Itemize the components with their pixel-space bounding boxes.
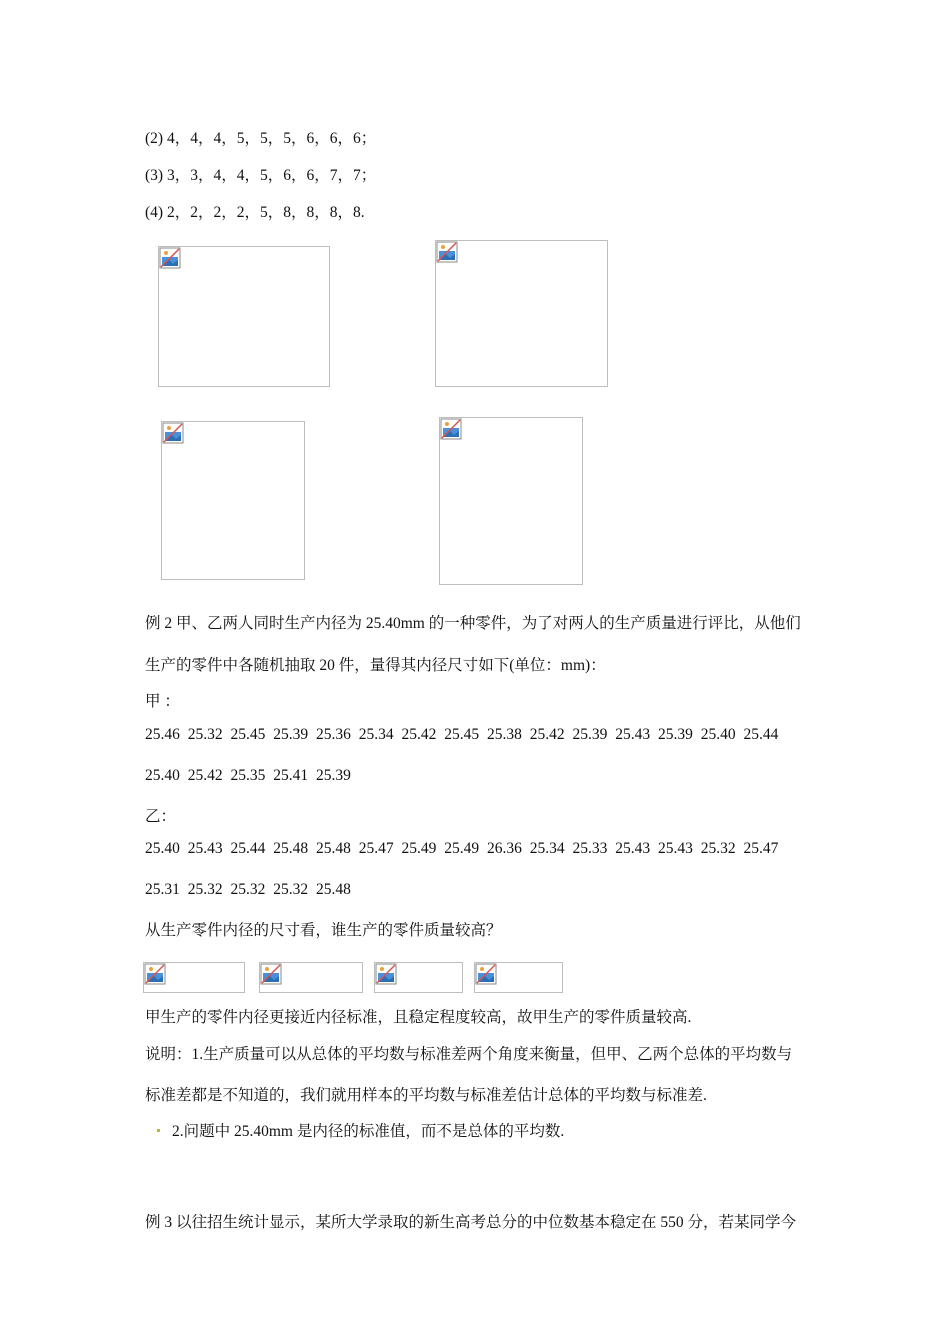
note-2-text: 2.问题中 25.40mm 是内径的标准值，而不是总体的平均数.	[172, 1123, 565, 1140]
example-3-line-1: 例 3 以往招生统计显示，某所大学录取的新生高考总分的中位数基本稳定在 550 分，若某同学今	[145, 1214, 797, 1231]
formula-image-placeholder	[474, 962, 563, 993]
data-set-4: (4) 2，2，2，2，5，8，8，8，8.	[145, 204, 365, 221]
label-jia: 甲 ：	[145, 693, 180, 710]
bullet-dot	[157, 1129, 160, 1132]
formula-image-placeholder	[374, 962, 463, 993]
broken-image-icon	[144, 963, 166, 985]
example-2-line-2: 生产的零件中各随机抽取 20 件，量得其内径尺寸如下(单位：mm)：	[145, 657, 606, 674]
example-2-line-1: 例 2 甲、乙两人同时生产内径为 25.40mm 的一种零件，为了对两人的生产质量进行评比，从他们	[145, 615, 801, 632]
broken-image-icon	[440, 418, 462, 440]
note-1-line-1: 说明：1.生产质量可以从总体的平均数与标准差两个角度来衡量，但甲、乙两个总体的平均数与	[145, 1046, 793, 1063]
label-yi: 乙：	[145, 808, 177, 825]
formula-image-placeholder	[143, 962, 245, 993]
broken-image-icon	[260, 963, 282, 985]
broken-image-icon	[375, 963, 397, 985]
note-1-line-2: 标准差都是不知道的，我们就用样本的平均数与标准差估计总体的平均数与标准差.	[145, 1087, 707, 1104]
formula-image-placeholder	[259, 962, 363, 993]
broken-image-icon	[159, 247, 181, 269]
jia-data-row-1: 25.46 25.32 25.45 25.39 25.36 25.34 25.42 25.45 25.38 25.42 25.39 25.43 25.39 25.40 25.44	[145, 726, 779, 743]
data-set-2: (2) 4，4，4，5，5，5，6，6，6；	[145, 130, 377, 147]
broken-image-icon	[475, 963, 497, 985]
image-placeholder	[161, 421, 305, 580]
question-text: 从生产零件内径的尺寸看，谁生产的零件质量较高？	[145, 922, 502, 939]
answer-text: 甲生产的零件内径更接近内径标准，且稳定程度较高，故甲生产的零件质量较高.	[145, 1009, 692, 1026]
jia-data-row-2: 25.40 25.42 25.35 25.41 25.39	[145, 767, 351, 784]
yi-data-row-2: 25.31 25.32 25.32 25.32 25.48	[145, 881, 351, 898]
broken-image-icon	[436, 241, 458, 263]
data-set-3: (3) 3，3，4，4，5，6，6，7，7；	[145, 167, 377, 184]
image-placeholder	[439, 417, 583, 585]
image-placeholder	[435, 240, 608, 387]
broken-image-icon	[162, 422, 184, 444]
image-placeholder	[158, 246, 330, 387]
yi-data-row-1: 25.40 25.43 25.44 25.48 25.48 25.47 25.49 25.49 26.36 25.34 25.33 25.43 25.43 25.32 25.47	[145, 840, 779, 857]
